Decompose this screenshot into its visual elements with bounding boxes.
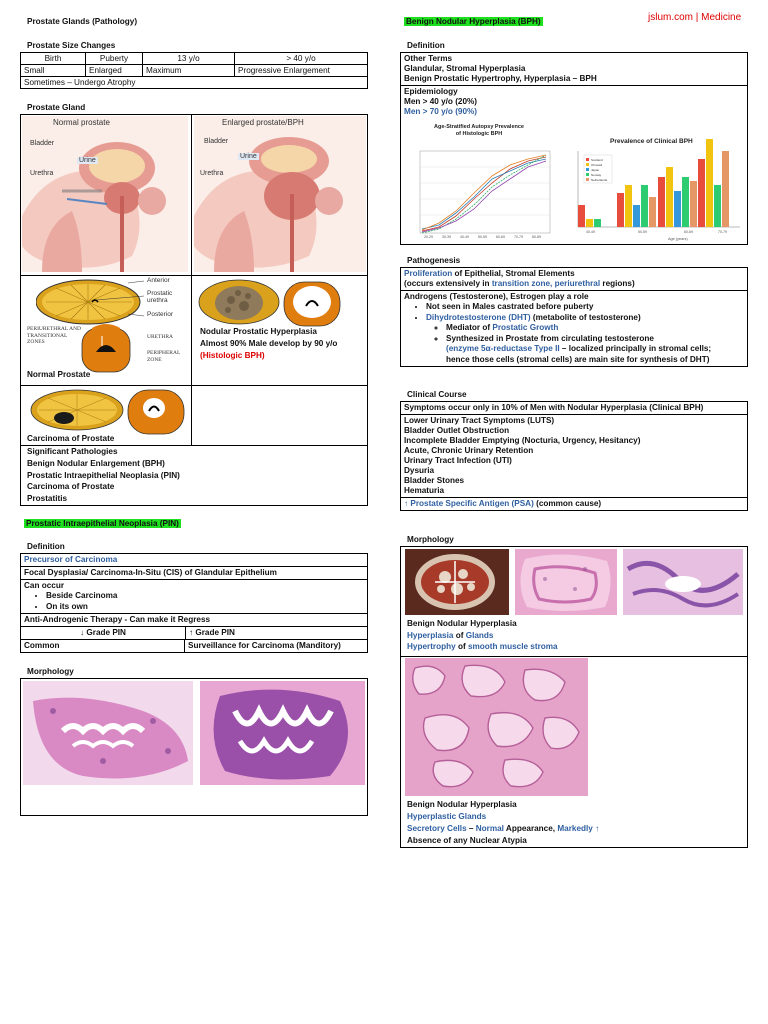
chart-bar xyxy=(586,219,593,227)
cell: Maximum xyxy=(143,65,235,77)
list-item: • Not seen in Males castrated before puberty xyxy=(426,302,744,313)
urine-label: Urine xyxy=(79,157,96,164)
pin-title: Prostatic Intraepithelial Neoplasia (PIN) xyxy=(26,519,179,528)
list-item: Urinary Tract Infection (UTI) xyxy=(404,456,512,465)
chart-bar xyxy=(690,181,697,227)
clinical-list xyxy=(401,415,747,498)
list-item: Hematuria xyxy=(404,486,445,495)
cell: Sometimes – Undergo Atrophy xyxy=(21,77,368,89)
chart-bar xyxy=(594,219,601,227)
chart-bar xyxy=(722,151,729,227)
androgens-row xyxy=(401,291,747,366)
enlarged-prostate-label: Enlarged prostate/BPH xyxy=(222,118,304,127)
common-cell: Common xyxy=(21,640,185,652)
bph-histology-image-2 xyxy=(623,549,743,615)
list-item: • Beside Carcinoma xyxy=(46,591,364,602)
list-item: Lower Urinary Tract Symptoms (LUTS) xyxy=(404,416,555,425)
size-changes-table xyxy=(20,52,368,89)
low-grade: ↓ Grade PIN xyxy=(21,627,186,639)
list-item: Dysuria xyxy=(404,466,435,475)
chart-bar xyxy=(633,205,640,227)
peripheral-zone-label: PERIPHERAL ZONE xyxy=(147,350,181,363)
proliferation-row xyxy=(401,268,747,291)
clinical-course-box xyxy=(400,401,748,511)
svg-text:80-89: 80-89 xyxy=(532,235,541,239)
morph2-appearance: Appearance, xyxy=(503,824,558,833)
enzyme-blue: (enzyme 5α-reductase Type II xyxy=(446,344,560,353)
cell: 13 y/o xyxy=(143,53,235,65)
benign-prostatic: Benign Prostatic Hypertrophy, Hyperplasia – BPH xyxy=(404,74,597,83)
men-70: Men > 70 y/o (90%) xyxy=(404,107,478,116)
morph2-hyperplastic: Hyperplastic Glands xyxy=(407,812,487,821)
morph1-caption xyxy=(407,618,558,653)
nodular-hyperplasia-diagram xyxy=(198,278,358,328)
bladder-label: Bladder xyxy=(30,140,55,147)
dht-rest: (metabolite of testosterone) xyxy=(530,312,641,322)
precursor-row: Precursor of Carcinoma xyxy=(21,554,367,567)
urine-label: Urine xyxy=(240,153,257,160)
list-item: Incomplete Bladder Emptying (Nocturia, Urgency, Hesitancy) xyxy=(404,436,641,445)
pin-histology-image-1 xyxy=(23,681,193,785)
clinical-row-first: Symptoms occur only in 10% of Men with Nodular Hyperplasia (Clinical BPH) xyxy=(401,402,747,415)
svg-text:70-79: 70-79 xyxy=(514,235,523,239)
chart-bar xyxy=(666,167,673,227)
anterior-label: Anterior xyxy=(147,277,170,284)
morph2-normal: Normal xyxy=(475,824,504,833)
canoccur-label: Can occur xyxy=(24,581,65,590)
pin-definition-heading: Definition xyxy=(27,542,65,551)
urethra-caps-label: URETHRA xyxy=(147,334,173,340)
chart-bar xyxy=(714,185,721,227)
list-item: Carcinoma of Prostate xyxy=(27,482,115,492)
cell: Progressive Enlargement xyxy=(235,65,368,77)
site-name[interactable]: jslum.com | Medicine xyxy=(648,12,742,23)
grade-row xyxy=(21,627,367,640)
morph1-of2: of xyxy=(455,642,468,651)
svg-text:70-79: 70-79 xyxy=(718,230,727,234)
morph1-of: of xyxy=(453,630,466,640)
svg-text:40-49: 40-49 xyxy=(586,230,595,234)
definition-heading: Definition xyxy=(407,41,445,50)
focal-row: Focal Dysplasia/ Carcinoma-In-Situ (CIS) of Glandular Epithelium xyxy=(21,567,367,580)
morph2-markedly: Markedly ↑ xyxy=(557,824,600,833)
pin-morphology-heading: Morphology xyxy=(27,667,74,676)
androgens: Androgens (Testosterone), Estrogen play a role xyxy=(404,292,589,301)
normal-prostate-label: Normal prostate xyxy=(53,118,110,127)
urethra-label: Urethra xyxy=(30,170,54,177)
svg-text:Scotland: Scotland xyxy=(591,158,603,162)
size-changes-heading: Prostate Size Changes xyxy=(27,41,116,50)
svg-text:40-49: 40-49 xyxy=(460,235,469,239)
significant-heading: Significant Pathologies xyxy=(27,447,118,456)
occurs-post: regions) xyxy=(600,279,635,288)
chart-bar xyxy=(658,177,665,227)
chart-bar xyxy=(682,177,689,227)
nodular-text: Almost 90% Male develop by 90 y/o xyxy=(200,339,338,348)
svg-text:30-39: 30-39 xyxy=(442,235,451,239)
svg-text:Japan: Japan xyxy=(591,168,600,172)
list-item xyxy=(446,334,744,366)
pin-definition-box xyxy=(20,553,368,653)
morph1-hyperplasia: Hyperplasia xyxy=(407,630,454,640)
morph1-title: Benign Nodular Hyperplasia xyxy=(407,619,517,628)
chart-bar xyxy=(625,185,632,227)
canoccur-row xyxy=(21,580,367,614)
prostate-gland-heading: Prostate Gland xyxy=(27,103,86,112)
other-terms: Other Terms xyxy=(404,54,453,63)
other-terms-row xyxy=(401,53,747,86)
enzyme-rest: – localized principally in stromal cells; xyxy=(559,344,712,353)
common-row xyxy=(21,640,367,652)
morph2-title: Benign Nodular Hyperplasia xyxy=(407,800,517,809)
posterior-label: Posterior xyxy=(147,311,174,318)
list-item xyxy=(446,323,744,334)
svg-text:Netherlands: Netherlands xyxy=(591,178,608,182)
carcinoma-caption: Carcinoma of Prostate xyxy=(27,434,115,443)
list-item: • On its own xyxy=(46,602,364,613)
chart-bar xyxy=(674,191,681,227)
clinical-course-heading: Clinical Course xyxy=(407,390,467,399)
list-item xyxy=(426,313,744,366)
svg-text:50-59: 50-59 xyxy=(478,235,487,239)
histologic-bph-chart xyxy=(404,121,554,243)
chart-bar xyxy=(698,159,705,227)
cell: Enlarged xyxy=(86,65,143,77)
svg-text:Norway: Norway xyxy=(591,173,602,177)
psa-row xyxy=(401,498,747,510)
bladder-label: Bladder xyxy=(204,138,229,145)
periurethral-label: PERIURETHRAL AND TRANSITIONAL ZONES xyxy=(27,326,82,345)
svg-text:60-69: 60-69 xyxy=(684,230,693,234)
list-item: Bladder Stones xyxy=(404,476,465,485)
chart-bar xyxy=(617,193,624,227)
chart-bar xyxy=(649,197,656,227)
morph1-hypertrophy: Hypertrophy xyxy=(407,642,456,651)
urethra-label: Urethra xyxy=(200,170,224,177)
proliferation-rest: of Epithelial, Stromal Elements xyxy=(452,269,575,278)
svg-text:20-29: 20-29 xyxy=(424,235,433,239)
bph-morphology-heading: Morphology xyxy=(407,535,454,544)
list-item: Prostatitis xyxy=(27,494,68,504)
cell: Birth xyxy=(21,53,86,65)
morph2-caption xyxy=(407,799,599,847)
morph1-glands: Glands xyxy=(465,630,494,640)
chart1-title: Age-Stratified Autopsy Prevalence of Histologic BPH xyxy=(434,124,524,137)
morph2-atypia: Absence of any Nuclear Atypia xyxy=(407,836,527,845)
carcinoma-diagram xyxy=(30,386,190,436)
high-grade: ↑ Grade PIN xyxy=(189,628,235,637)
surveillance-cell: Surveillance for Carcinoma (Manditory) xyxy=(188,641,341,650)
cell: > 40 y/o xyxy=(235,53,368,65)
pin-histology-image-2 xyxy=(200,681,365,785)
occurs-pre: (occurs extensively in xyxy=(404,279,492,288)
psa-rest: (common cause) xyxy=(533,499,602,508)
chart2-title: Prevalence of Clinical BPH xyxy=(610,138,693,145)
prostatic-urethra-label: Prostatic urethra xyxy=(147,290,173,304)
normal-prostate-caption: Normal Prostate xyxy=(27,370,91,379)
synth: Synthesized in Prostate from circulating testosterone xyxy=(446,333,654,343)
cell: Small xyxy=(21,65,86,77)
morph2-dash: – xyxy=(466,824,476,833)
mediator-pre: Mediator of xyxy=(446,323,493,332)
bph-gross-image xyxy=(405,549,509,615)
glandular: Glandular, Stromal Hyperplasia xyxy=(404,64,526,73)
nodular-red: (Histologic BPH) xyxy=(200,351,265,360)
mediator-blue: Prostatic Growth xyxy=(492,323,559,332)
chart-bar xyxy=(706,139,713,227)
chart-bar xyxy=(641,185,648,227)
list-item: Benign Nodular Enlargement (BPH) xyxy=(27,458,165,468)
bph-histology-image-3 xyxy=(405,658,588,796)
significant-pathologies xyxy=(27,446,180,505)
occurs-blue: transition zone, periurethral xyxy=(491,279,601,288)
epidemiology: Epidemiology xyxy=(404,87,458,96)
list-item: Bladder Outlet Obstruction xyxy=(404,426,510,435)
svg-text:Olmsted: Olmsted xyxy=(591,163,603,167)
svg-text:50-59: 50-59 xyxy=(638,230,647,234)
list-item: Acute, Chronic Urinary Retention xyxy=(404,446,534,455)
psa-blue: ↑ Prostate Specific Antigen (PSA) xyxy=(404,499,534,508)
pathogenesis-heading: Pathogenesis xyxy=(407,256,461,265)
bph-title: Benign Nodular Hyperplasia (BPH) xyxy=(406,17,541,26)
hence: hence those cells (stromal cells) are main site for synthesis of DHT) xyxy=(446,354,710,364)
list-item: Prostatic Intraepithelial Neoplasia (PIN) xyxy=(27,470,180,480)
page-title: Prostate Glands (Pathology) xyxy=(27,17,138,26)
pathogenesis-box xyxy=(400,267,748,367)
antiandrogenic-row: Anti-Androgenic Therapy - Can make it Regress xyxy=(21,614,367,627)
morph1-stroma: smooth muscle stroma xyxy=(467,642,558,651)
morph2-secretory: Secretory Cells xyxy=(407,824,467,833)
proliferation-blue: Proliferation xyxy=(404,269,453,278)
men-40: Men > 40 y/o (20%) xyxy=(404,97,478,106)
cell: Puberty xyxy=(86,53,143,65)
dht-blue: Dihydrotestosterone (DHT) xyxy=(426,312,531,322)
nodular-title: Nodular Prostatic Hyperplasia xyxy=(200,327,317,336)
chart2-xlabel: Age (years) xyxy=(668,237,688,241)
chart-bar xyxy=(578,205,585,227)
svg-text:60-69: 60-69 xyxy=(496,235,505,239)
bph-histology-image-1 xyxy=(515,549,617,615)
